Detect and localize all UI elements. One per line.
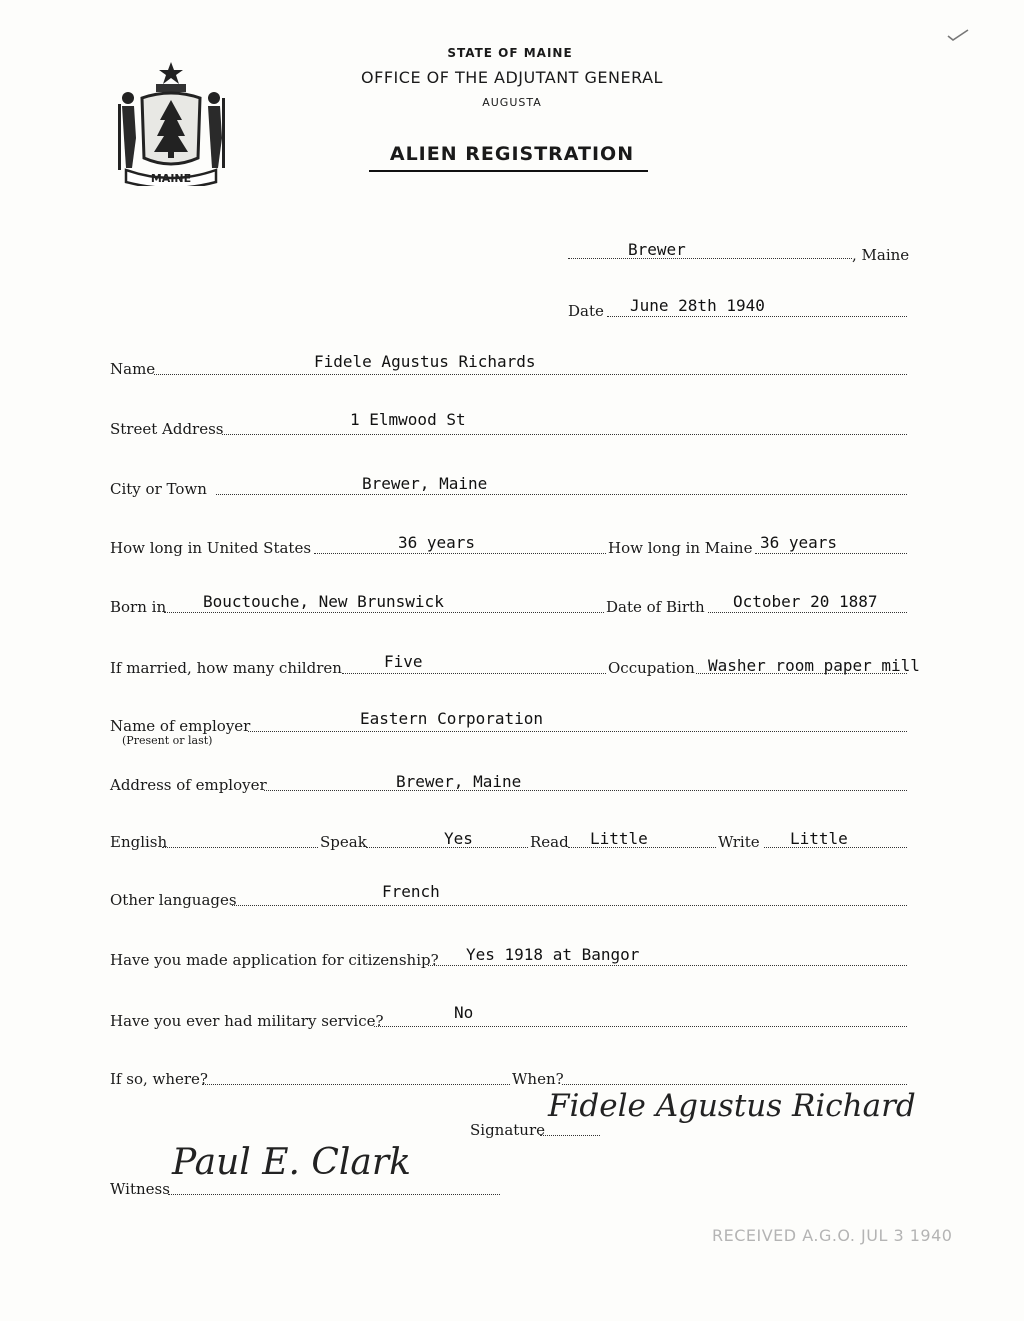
languages-label: Other languages: [110, 891, 237, 909]
title-underline: [369, 170, 648, 172]
place-value: Brewer: [628, 240, 686, 259]
city-value: Brewer, Maine: [362, 474, 488, 493]
received-stamp: RECEIVED A.G.O. JUL 3 1940: [712, 1226, 953, 1245]
witness-value: Paul E. Clark: [172, 1142, 411, 1183]
children-line: [342, 673, 606, 674]
born-label: Born in: [110, 598, 167, 616]
dob-line: [708, 612, 907, 613]
city-line: [216, 494, 907, 495]
read-label: Read: [530, 833, 569, 851]
street-value: 1 Elmwood St: [350, 410, 466, 429]
employer-line: [248, 731, 907, 732]
place-suffix: , Maine: [852, 246, 910, 264]
employer-address-label: Address of employer: [110, 776, 267, 794]
us-label: How long in United States: [110, 539, 312, 557]
employer-sublabel: (Present or last): [122, 734, 213, 747]
employer-value: Eastern Corporation: [360, 709, 544, 728]
witness-line: [168, 1194, 500, 1195]
dob-label: Date of Birth: [606, 598, 705, 616]
employer-label: Name of employer: [110, 717, 251, 735]
us-value: 36 years: [398, 533, 476, 552]
citizenship-label: Have you made application for citizenship?: [110, 951, 439, 969]
english-line: [162, 847, 318, 848]
maine-label: How long in Maine: [608, 539, 753, 557]
languages-value: French: [382, 882, 440, 901]
write-label: Write: [718, 833, 760, 851]
english-label: English: [110, 833, 168, 851]
signature-label: Signature: [470, 1121, 546, 1139]
name-line: [154, 374, 907, 375]
when-label: When?: [512, 1070, 564, 1088]
form-title: ALIEN REGISTRATION: [389, 143, 635, 165]
children-label: If married, how many children: [110, 659, 342, 677]
occupation-label: Occupation: [608, 659, 695, 677]
military-label: Have you ever had military service?: [110, 1012, 384, 1030]
where-line: [202, 1084, 510, 1085]
office-heading: OFFICE OF THE ADJUTANT GENERAL: [361, 68, 663, 87]
street-line: [222, 434, 907, 435]
signature-line: [540, 1135, 600, 1136]
signature-value: Fidele Agustus Richard: [548, 1088, 916, 1124]
svg-text:MAINE: MAINE: [150, 172, 192, 185]
name-value: Fidele Agustus Richards: [314, 352, 536, 371]
children-value: Five: [384, 652, 423, 671]
date-label: Date: [568, 302, 604, 320]
city-heading: AUGUSTA: [482, 96, 542, 109]
employer-address-line: [264, 790, 907, 791]
state-heading: STATE OF MAINE: [447, 46, 573, 60]
occupation-value: Washer room paper mill: [708, 656, 920, 675]
date-line: [607, 316, 907, 317]
speak-label: Speak: [320, 833, 367, 851]
military-value: No: [454, 1003, 474, 1022]
dob-value: October 20 1887: [733, 592, 878, 611]
employer-address-value: Brewer, Maine: [396, 772, 522, 791]
military-line: [374, 1026, 907, 1027]
born-line: [164, 612, 604, 613]
speak-value: Yes: [444, 829, 473, 848]
street-label: Street Address: [110, 420, 224, 438]
when-line: [562, 1084, 907, 1085]
write-value: Little: [790, 829, 848, 848]
where-label: If so, where?: [110, 1070, 208, 1088]
citizenship-value: Yes 1918 at Bangor: [466, 945, 640, 964]
check-mark-icon: [946, 28, 970, 42]
date-value: June 28th 1940: [630, 296, 765, 315]
us-line: [314, 553, 606, 554]
maine-value: 36 years: [760, 533, 838, 552]
city-label: City or Town: [110, 480, 207, 498]
born-value: Bouctouche, New Brunswick: [203, 592, 444, 611]
citizenship-line: [428, 965, 907, 966]
maine-line: [755, 553, 907, 554]
witness-label: Witness: [110, 1180, 170, 1198]
place-line: [568, 258, 852, 259]
read-value: Little: [590, 829, 648, 848]
name-label: Name: [110, 360, 156, 378]
languages-line: [232, 905, 907, 906]
